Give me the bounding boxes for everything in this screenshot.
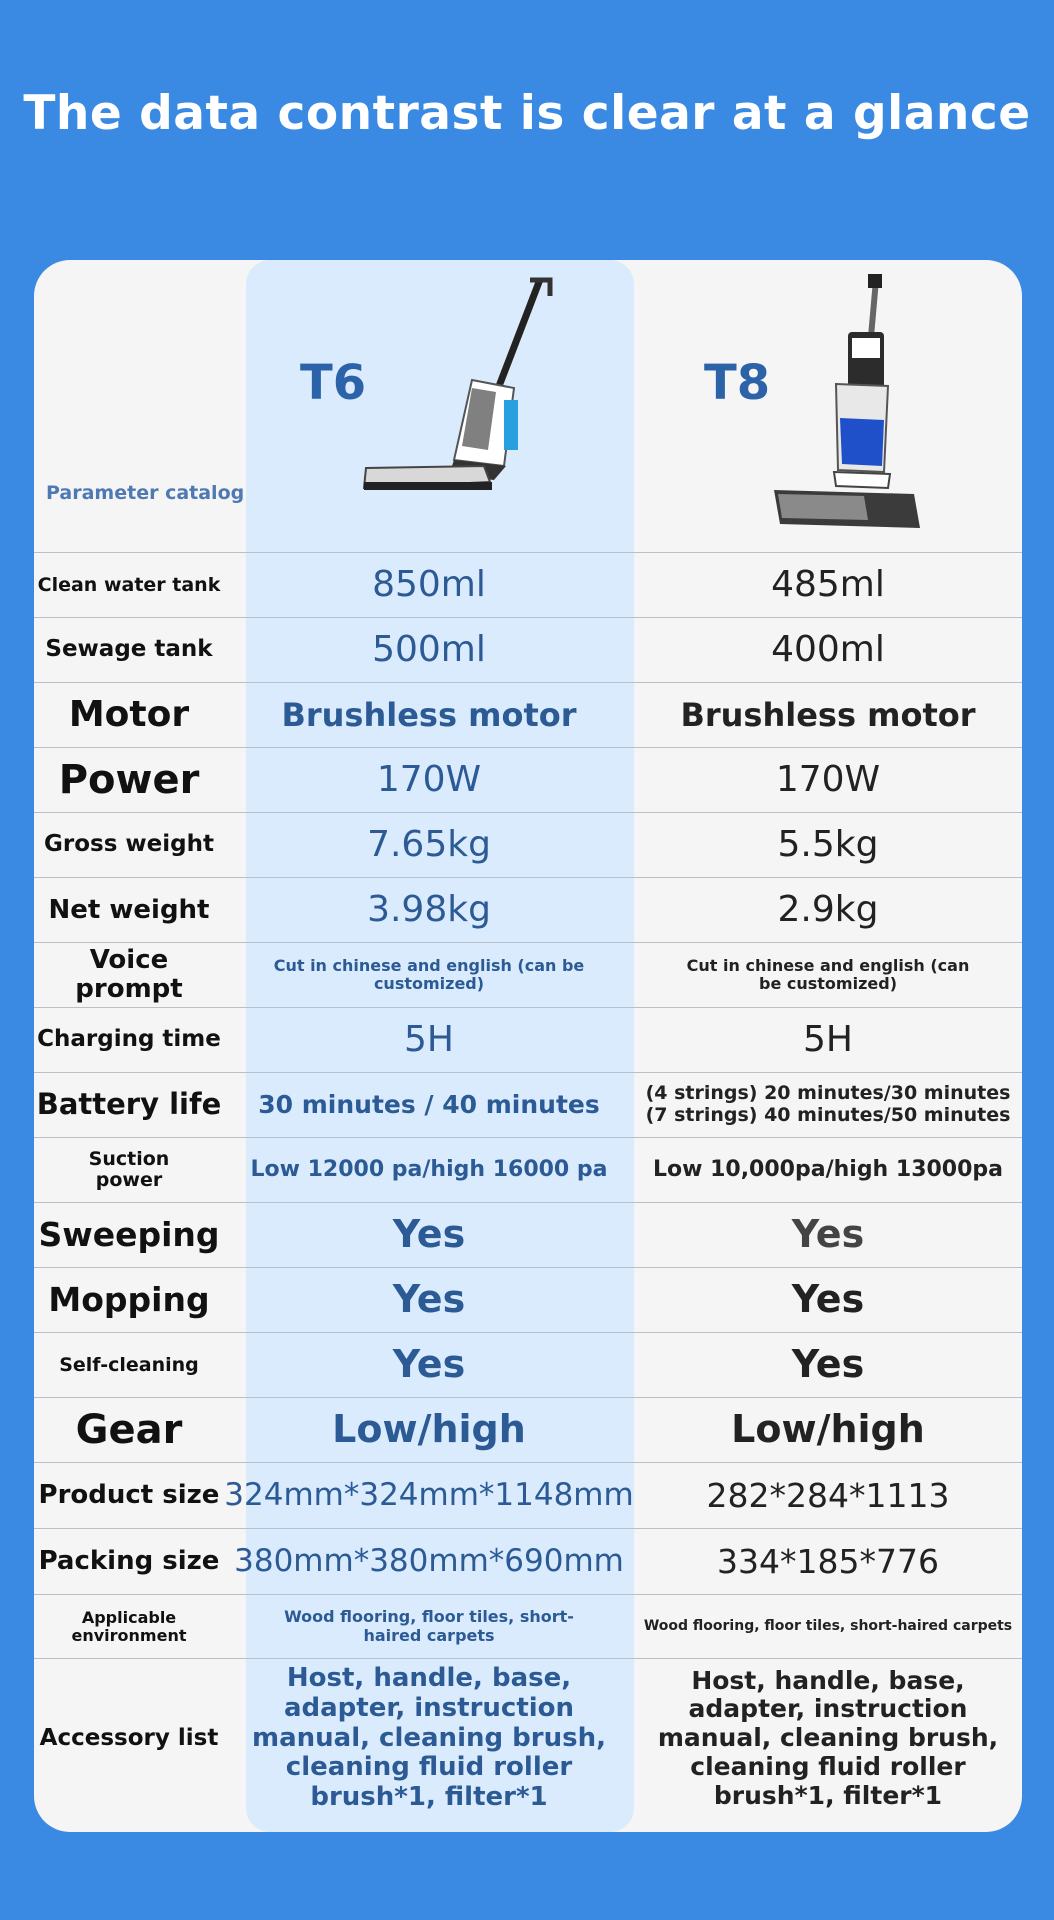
t6-value: Low 12000 pa/high 16000 pa <box>250 1157 608 1183</box>
row-label: Sweeping <box>38 1214 220 1254</box>
row-sweeping <box>34 1202 1022 1267</box>
row-label: Gross weight <box>44 831 214 858</box>
parameter-catalog-label: Parameter catalog <box>46 482 245 504</box>
t8-value: 170W <box>775 759 881 801</box>
page-headline: The data contrast is clear at a glance <box>23 86 1031 141</box>
t8-value: 485ml <box>771 564 885 606</box>
row-gear <box>34 1397 1022 1462</box>
row-charging-time <box>34 1007 1022 1072</box>
t8-value: Wood flooring, floor tiles, short-haired carpets <box>643 1618 1013 1635</box>
row-mopping <box>34 1267 1022 1332</box>
row-label: Voice prompt <box>75 945 183 1004</box>
row-motor <box>34 682 1022 747</box>
row-label: Mopping <box>48 1279 210 1319</box>
t6-value: 3.98kg <box>367 889 491 931</box>
row-label: Gear <box>75 1407 183 1453</box>
row-clean-water-tank <box>34 552 1022 617</box>
t8-value: 282*284*1113 <box>706 1475 950 1515</box>
row-label: Net weight <box>48 894 210 925</box>
t8-vacuum-image <box>764 266 934 536</box>
t6-value: 7.65kg <box>367 824 491 866</box>
row-battery-life <box>34 1072 1022 1137</box>
t6-value: Brushless motor <box>281 695 577 734</box>
t8-value: Brushless motor <box>680 695 976 734</box>
t8-value: Low 10,000pa/high 13000pa <box>652 1157 1004 1183</box>
t8-value: Low/high <box>731 1407 925 1452</box>
t6-value: Yes <box>392 1277 466 1322</box>
t6-value: 324mm*324mm*1148mm <box>224 1476 634 1513</box>
row-self-cleaning <box>34 1332 1022 1397</box>
row-voice-prompt <box>34 942 1022 1007</box>
t8-value: Yes <box>791 1212 865 1257</box>
row-net-weight <box>34 877 1022 942</box>
row-label: Packing size <box>38 1546 220 1577</box>
row-label: Battery life <box>36 1087 222 1122</box>
row-label: Accessory list <box>39 1724 219 1751</box>
t8-value: 334*185*776 <box>717 1541 939 1581</box>
row-label: Self-cleaning <box>59 1353 199 1376</box>
t6-value: Cut in chinese and english (can be customized) <box>273 955 585 993</box>
row-applicable-environment <box>34 1594 1022 1658</box>
t6-value: 850ml <box>372 564 486 606</box>
comparison-table <box>34 260 1022 1832</box>
row-gross-weight <box>34 812 1022 877</box>
model-t8-title: T8 <box>704 355 771 411</box>
table-header <box>34 260 1022 552</box>
row-accessory-list <box>34 1658 1022 1818</box>
t8-value: 5.5kg <box>777 824 879 866</box>
t6-vacuum-image <box>354 270 584 500</box>
t6-value: Wood flooring, floor tiles, short-haired carpets <box>284 1607 574 1645</box>
row-packing-size <box>34 1528 1022 1594</box>
row-product-size <box>34 1462 1022 1528</box>
model-t6-title: T6 <box>300 355 367 411</box>
t8-value: 2.9kg <box>777 889 879 931</box>
t6-value: Host, handle, base, adapter, instruction manual, cleaning brush, cleaning fluid roller brush*1, filter*1 <box>252 1662 606 1813</box>
t8-value: 5H <box>803 1019 853 1061</box>
row-label: Product size <box>38 1480 220 1511</box>
t6-value: 5H <box>404 1019 454 1061</box>
row-label: Motor <box>68 694 190 736</box>
t6-value: Low/high <box>332 1407 526 1452</box>
t8-value: 400ml <box>771 629 885 671</box>
t8-value: Host, handle, base, adapter, instruction manual, cleaning brush, cleaning fluid roller brush*1, filter*1 <box>657 1665 999 1810</box>
row-label: Charging time <box>37 1026 221 1053</box>
row-sewage-tank <box>34 617 1022 682</box>
t8-value: (4 strings) 20 minutes/30 minutes (7 strings) 40 minutes/50 minutes <box>645 1082 1011 1126</box>
row-power <box>34 747 1022 812</box>
row-suction-power <box>34 1137 1022 1202</box>
t6-value: Yes <box>392 1212 466 1257</box>
t6-value: Yes <box>392 1342 466 1387</box>
t6-value: 500ml <box>372 629 486 671</box>
row-label: Applicable environment <box>71 1607 187 1645</box>
row-label: Suction power <box>88 1148 170 1191</box>
row-label: Sewage tank <box>45 636 213 663</box>
t6-value: 30 minutes / 40 minutes <box>258 1089 600 1119</box>
row-label: Clean water tank <box>37 573 221 596</box>
row-label: Power <box>58 757 200 803</box>
t6-value: 170W <box>376 759 482 801</box>
t8-value: Yes <box>791 1342 865 1387</box>
t8-value: Cut in chinese and english (can be customized) <box>686 955 970 993</box>
t6-value: 380mm*380mm*690mm <box>234 1542 624 1579</box>
t8-value: Yes <box>791 1277 865 1322</box>
